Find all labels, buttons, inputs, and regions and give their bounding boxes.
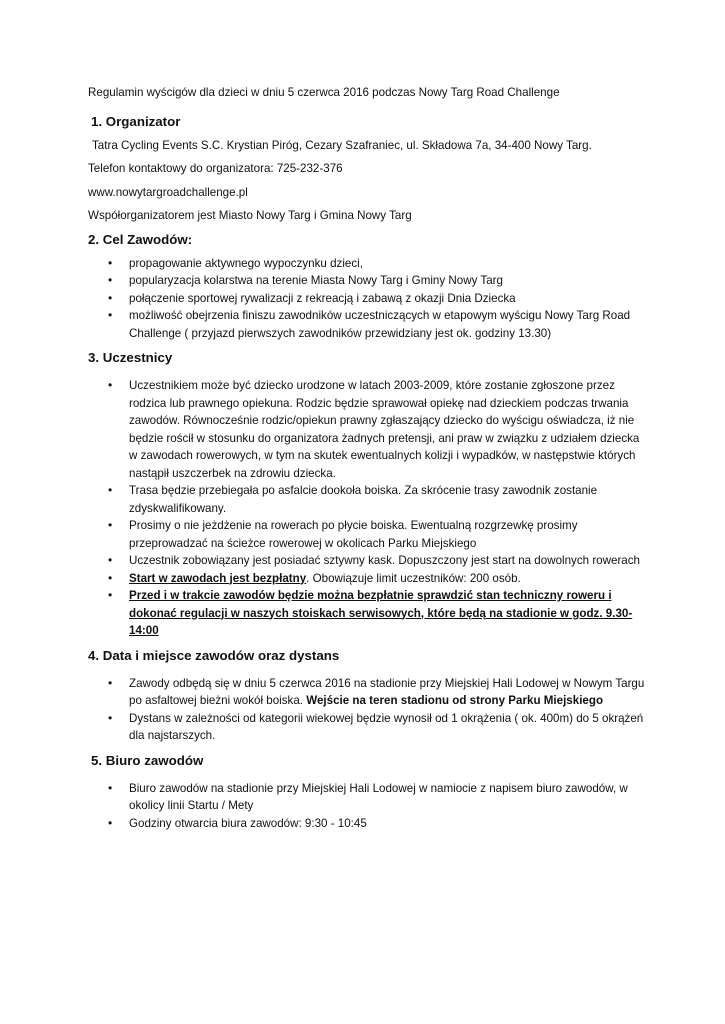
document-page	[88, 84, 648, 839]
section-5-heading: 5. Biuro zawodów	[91, 752, 204, 768]
event-date-place: Zawody odbędą się w dniu 5 czerwca 2016 na stadionie przy Miejskiej Hali Lodowej w Nowym Targu po asfaltowej bieżni wokół boiska.	[129, 676, 645, 707]
list-item: • Dystans w zależności od kategorii wiekowej będzie wynosił od 1 okrążenia ( ok. 400m) do 5 okrążeń dla najstarszych.	[88, 710, 648, 745]
section-3-heading: 3. Uczestnicy	[88, 350, 173, 365]
participants-list	[88, 377, 648, 640]
list-item: • możliwość obejrzenia finiszu zawodników uczestniczących w etapowym wyścigu Nowy Targ Road Challenge ( przyjazd pierwszych zawodników przewidziany jest ok. godziny 13.30)	[88, 307, 648, 342]
section-4-heading: 4. Data i miejsce zawodów oraz dystans	[88, 647, 340, 663]
goals-list	[88, 255, 648, 343]
organizer-phone: Telefon kontaktowy do organizatora: 725-232-376	[88, 162, 343, 175]
free-entry-notice: Start w zawodach jest bezpłatny	[129, 571, 307, 585]
list-item: • Biuro zawodów na stadionie przy Miejskiej Hali Lodowej w namiocie z napisem biuro zawodów, w okolicy linii Startu / Mety	[88, 780, 648, 815]
list-item: • propagowanie aktywnego wypoczynku dzieci,	[88, 255, 648, 273]
list-item: • połączenie sportowej rywalizacji z rekreacją i zabawą z okazji Dnia Dziecka	[88, 290, 648, 308]
list-item: • Godziny otwarcia biura zawodów: 9:30 - 10:45	[88, 815, 648, 833]
list-item: • Prosimy o nie jeżdżenie na rowerach po płycie boiska. Ewentualną rozgrzewkę prosimy przeprowadzać na ścieżce rowerowej w okolicach Parku Miejskiego	[88, 517, 648, 552]
list-item	[88, 675, 648, 710]
organizer-details: Tatra Cycling Events S.C. Krystian Piróg, Cezary Szafraniec, ul. Składowa 7a, 34-400 Nowy Targ.	[92, 138, 592, 152]
organizer-website: www.nowytargroadchallenge.pl	[88, 185, 248, 199]
service-notice: Przed i w trakcie zawodów będzie można bezpłatnie sprawdzić stan techniczny roweru i dokonać regulacji w naszych stoiskach serwisowych, które będą na stadionie w godz. 9.30-14:00	[129, 589, 633, 637]
date-place-list	[88, 675, 648, 745]
section-1-heading: 1. Organizator	[91, 113, 181, 129]
list-item: • Uczestnik zobowiązany jest posiadać sztywny kask. Dopuszczony jest start na dowolnych rowerach	[88, 552, 648, 570]
list-item	[88, 570, 648, 588]
list-item	[88, 587, 648, 640]
race-office-list	[88, 780, 648, 833]
document-title: Regulamin wyścigów dla dzieci w dniu 5 czerwca 2016 podczas Nowy Targ Road Challenge	[88, 86, 560, 99]
section-2-heading: 2. Cel Zawodów:	[88, 231, 193, 247]
stadium-entrance: Wejście na teren stadionu od strony Parku Miejskiego	[306, 694, 604, 707]
list-item: • popularyzacja kolarstwa na terenie Miasta Nowy Targ i Gminy Nowy Targ	[88, 272, 648, 290]
list-item: • Uczestnikiem może być dziecko urodzone w latach 2003-2009, które zostanie zgłoszone przez rodzica lub prawnego opiekuna. Rodzic będzie sprawował opiekę nad dzieckiem podczas trwania zawodów. Równocześnie rodzic/opiekun prawny zgłaszający dziecko do wyścigu oświadcza, iż nie będzie rościł w stosunku do organizatora żadnych pretensji, ani praw w związku z udziałem dziecka w zawodach rowerowych, w tym na skutek ewentualnych kolizji i wypadków, w następstwie których nastąpił uszczerbek na zdrowiu dziecka.	[88, 377, 648, 482]
co-organizer: Współorganizatorem jest Miasto Nowy Targ i Gmina Nowy Targ	[88, 209, 412, 222]
list-item: • Trasa będzie przebiegała po asfalcie dookoła boiska. Za skrócenie trasy zawodnik zostanie zdyskwalifikowany.	[88, 482, 648, 517]
participant-limit: . Obowiązuje limit uczestników: 200 osób.	[306, 571, 521, 585]
